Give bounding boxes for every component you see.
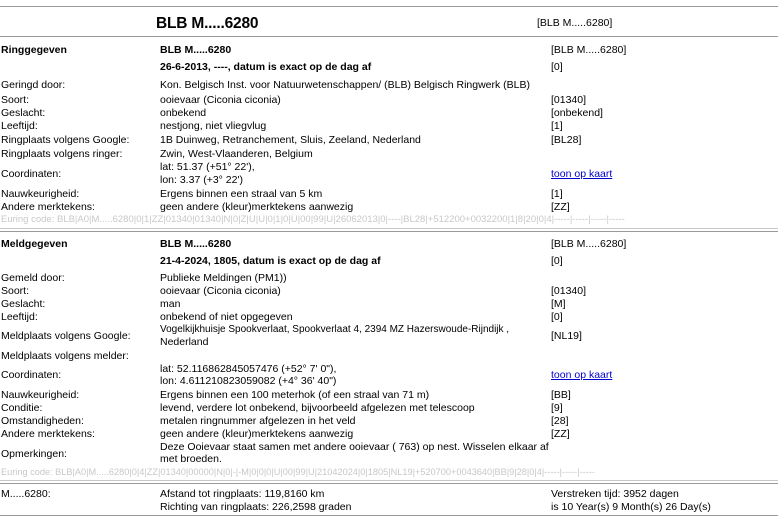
circumstances-label: Omstandigheden: (1, 415, 84, 427)
age-value: nestjong, niet vliegvlug (160, 120, 267, 132)
ringing-date-code: [0] (551, 61, 563, 73)
euring-code: Euring code: BLB|A0|M.....6280|0|4|ZZ|01340|00000|N|0|-|-M|0|0|0|U|00|99|U|21042024|0|1805|NL19|+520700+0043640|BB|9|28|0|4|-----|-----|----- (1, 467, 595, 477)
species-label: Soort: (1, 285, 30, 297)
ringing-ring-number: BLB M.....6280 (160, 44, 232, 56)
latitude-value: lat: 52.116862845057476 (+52° 7' 0"), (160, 363, 337, 375)
bottom-divider (0, 515, 778, 516)
age-value: onbekend of niet opgegeven (160, 311, 293, 323)
show-on-map-link[interactable]: toon op kaart (551, 369, 613, 381)
condition-code: [9] (551, 402, 563, 414)
other-marks-code: [ZZ] (551, 428, 570, 440)
species-code: [01340] (551, 285, 587, 297)
report-place-google-value: Vogelkijkhuisje Spookverlaat, Spookverlaat 4, 2394 MZ Hazerswoude-Rijndijk , (160, 324, 510, 335)
ringer-value: Kon. Belgisch Inst. voor Natuurwetenschappen/ (BLB) Belgisch Ringwerk (BLB) (160, 79, 531, 91)
age-code: [1] (551, 120, 563, 132)
accuracy-code: [BB] (551, 389, 571, 401)
header-divider (0, 36, 778, 37)
coordinates-label: Coordinaten: (1, 369, 62, 381)
accuracy-code: [1] (551, 188, 563, 200)
page-ref-code: [BLB M.....6280] (537, 17, 613, 29)
report-place-google-label: Meldplaats volgens Google: (1, 330, 131, 342)
elapsed-time-detail: is 10 Year(s) 9 Month(s) 26 Day(s) (551, 501, 711, 513)
show-on-map-link[interactable]: toon op kaart (551, 168, 613, 180)
accuracy-label: Nauwkeurigheid: (1, 389, 80, 401)
report-heading: Meldgegeven (1, 238, 68, 250)
euring-code: Euring code: BLB|A0|M.....6280|0|1|ZZ|01340|01340|N|0|Z|U|U|0|1|0|U|00|99|U|26062013|0|----|BL28|+512200+0032200|1|8|20|0|4|-----|-----|-----|----- (1, 214, 625, 225)
remarks-value: Deze Ooievaar staat samen met andere ooievaar ( 763) op nest. Wisselen elkaar af (160, 441, 549, 453)
report-place-google-value-cont: Nederland (160, 336, 209, 348)
circumstances-value: metalen ringnummer afgelezen in het veld (160, 415, 356, 427)
sex-code: [M] (551, 298, 566, 310)
direction-value: Richting van ringplaats: 226,2598 graden (160, 501, 352, 513)
ringing-ring-code: [BLB M.....6280] (551, 44, 627, 56)
longitude-value: lon: 4.611210823059082 (+4° 36' 40") (160, 375, 337, 387)
sex-label: Geslacht: (1, 107, 46, 119)
elapsed-time-value: Verstreken tijd: 3952 dagen (551, 488, 679, 500)
report-ring-number: BLB M.....6280 (160, 238, 232, 250)
ringer-label: Geringd door: (1, 79, 66, 91)
section-divider (0, 231, 778, 232)
page-title: BLB M.....6280 (156, 15, 259, 32)
report-place-reporter-label: Meldplaats volgens melder: (1, 350, 129, 362)
other-marks-label: Andere merktekens: (1, 428, 95, 440)
coordinates-label: Coordinaten: (1, 168, 62, 180)
species-value: ooievaar (Ciconia ciconia) (160, 94, 281, 106)
latitude-value: lat: 51.37 (+51° 22'), (160, 161, 255, 173)
sex-label: Geslacht: (1, 298, 46, 310)
remarks-label: Opmerkingen: (1, 448, 67, 460)
age-label: Leeftijd: (1, 311, 38, 323)
ringing-date: 26-6-2013, ----, datum is exact op de dag af (160, 61, 372, 73)
ringing-heading: Ringgegeven (1, 44, 67, 56)
accuracy-value: Ergens binnen een straal van 5 km (160, 188, 323, 200)
species-code: [01340] (551, 94, 587, 106)
sex-value: man (160, 298, 181, 310)
sex-value: onbekend (160, 107, 207, 119)
remarks-value-cont: met broeden. (160, 453, 222, 465)
ring-place-google-value: 1B Duinweg, Retranchement, Sluis, Zeeland, Nederland (160, 134, 421, 146)
top-divider (0, 6, 778, 7)
report-date-code: [0] (551, 255, 563, 267)
age-label: Leeftijd: (1, 120, 38, 132)
other-marks-value: geen andere (kleur)merktekens aanwezig (160, 201, 354, 213)
species-label: Soort: (1, 94, 30, 106)
reporter-value: Publieke Meldingen (PM1)) (160, 272, 287, 284)
distance-value: Afstand tot ringplaats: 119,8160 km (160, 488, 325, 500)
section-divider (0, 480, 778, 481)
reporter-label: Gemeld door: (1, 272, 65, 284)
report-place-google-code: [NL19] (551, 330, 582, 342)
accuracy-value: Ergens binnen een 100 meterhok (of een straal van 71 m) (160, 389, 430, 401)
report-date: 21-4-2024, 1805, datum is exact op de dag af (160, 255, 381, 267)
summary-ring-label: M.....6280: (1, 488, 51, 500)
condition-value: levend, verdere lot onbekend, bijvoorbeeld afgelezen met telescoop (160, 402, 475, 414)
longitude-value: lon: 3.37 (+3° 22') (160, 174, 243, 186)
other-marks-value: geen andere (kleur)merktekens aanwezig (160, 428, 354, 440)
condition-label: Conditie: (1, 402, 43, 414)
section-divider (0, 483, 778, 484)
accuracy-label: Nauwkeurigheid: (1, 188, 80, 200)
section-divider (0, 228, 778, 229)
other-marks-code: [ZZ] (551, 201, 570, 213)
age-code: [0] (551, 311, 563, 323)
other-marks-label: Andere merktekens: (1, 201, 95, 213)
ring-place-google-code: [BL28] (551, 134, 582, 146)
ring-place-ringer-label: Ringplaats volgens ringer: (1, 148, 123, 160)
circumstances-code: [28] (551, 415, 569, 427)
ring-place-ringer-value: Zwin, West-Vlaanderen, Belgium (160, 148, 313, 160)
ring-place-google-label: Ringplaats volgens Google: (1, 134, 130, 146)
report-ring-code: [BLB M.....6280] (551, 238, 627, 250)
sex-code: [onbekend] (551, 107, 603, 119)
species-value: ooievaar (Ciconia ciconia) (160, 285, 281, 297)
